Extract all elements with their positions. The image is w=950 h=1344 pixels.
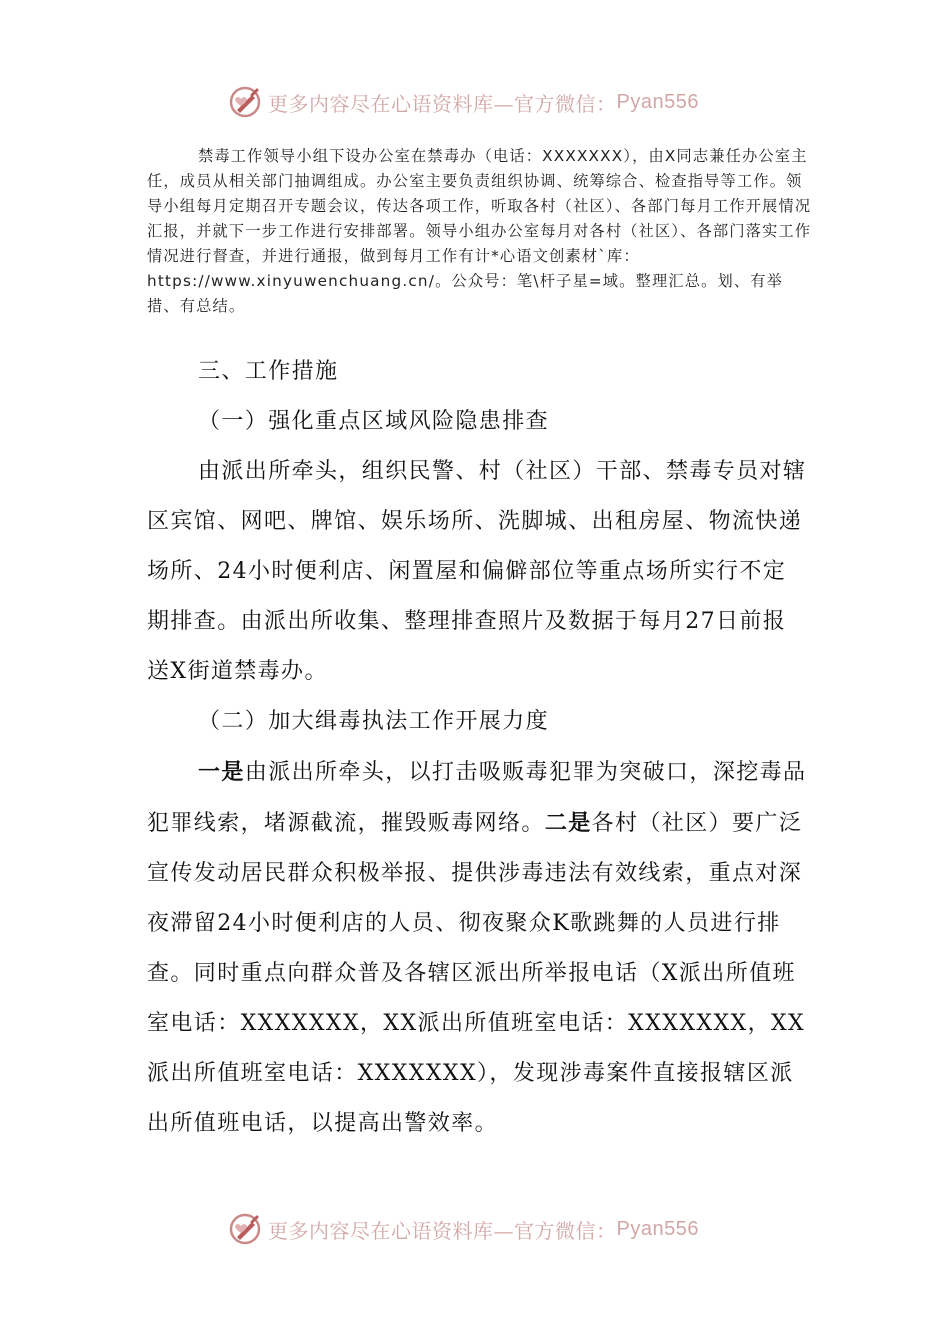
subsection-2-paragraph bbox=[147, 747, 807, 1149]
pen-heart-logo-icon bbox=[228, 85, 262, 119]
subsection-1-text: 由派出所牵头，组织民警、村（社区）干部、禁毒专员对辖区宾馆、网吧、牌馆、娱乐场所、洗脚城、出租房屋、物流快递场所、24小时便利店、闲置屋和偏僻部位等重点场所实行不定期排查。由派出所收集、整理排查照片及数据于每月27日前报送X街道禁毒办。 bbox=[147, 459, 807, 684]
point-one-text: 由派出所牵头，以打击吸贩毒犯罪为突破口，深挖毒品犯罪线索，堵源截流，摧毁贩毒网络。 bbox=[147, 760, 807, 836]
banner-wechat-id: Pyan556 bbox=[616, 90, 699, 113]
intro-paragraph: 禁毒工作领导小组下设办公室在禁毒办（电话：XXXXXXX），由X同志兼任办公室主任，成员从相关部门抽调组成。办公室主要负责组织协调、统筹综合、检查指导等工作。领导小组每月定期召开专题会议，传达各项工作，听取各村（社区）、各部门每月工作开展情况汇报，并就下一步工作进行安排部署。领导小组办公室每月对各村（社区）、各部门落实工作情况进行督查，并进行通报，做到每月工作有计*心语文创素材`库：https://www.xinyuwenchuang.cn/。公众号：笔\杆子星=域。整理汇总。划、有举措、有总结。 bbox=[147, 147, 812, 315]
subsection-2-heading: （二）加大缉毒执法工作开展力度 bbox=[198, 709, 550, 734]
footer-banner bbox=[228, 1209, 748, 1249]
lead-one: 一是 bbox=[198, 759, 245, 785]
banner-text: 更多内容尽在心语资料库—官方微信： bbox=[268, 91, 617, 116]
point-two-text: 各村（社区）要广泛宣传发动居民群众积极举报、提供涉毒违法有效线索，重点对深夜滞留24小时便利店的人员、彻夜聚众K歌跳舞的人员进行排查。同时重点向群众普及各辖区派出所举报电话（X派出所值班室电话：XXXXXXX，XX派出所值班室电话：XXXXXXX，XX派出所值班室电话：XXXXXXX），发现涉毒案件直接报辖区派出所值班电话，以提高出警效率。 bbox=[147, 811, 806, 1136]
pen-heart-logo-icon bbox=[228, 1212, 262, 1246]
banner-text: 更多内容尽在心语资料库—官方微信： bbox=[268, 1218, 617, 1243]
section-heading: 三、工作措施 bbox=[198, 359, 339, 384]
main-body bbox=[147, 347, 807, 1149]
header-banner bbox=[228, 82, 748, 122]
subsection-1-heading: （一）强化重点区域风险隐患排查 bbox=[198, 409, 550, 434]
lead-two: 二是 bbox=[544, 810, 592, 836]
banner-wechat-id: Pyan556 bbox=[616, 1217, 699, 1240]
